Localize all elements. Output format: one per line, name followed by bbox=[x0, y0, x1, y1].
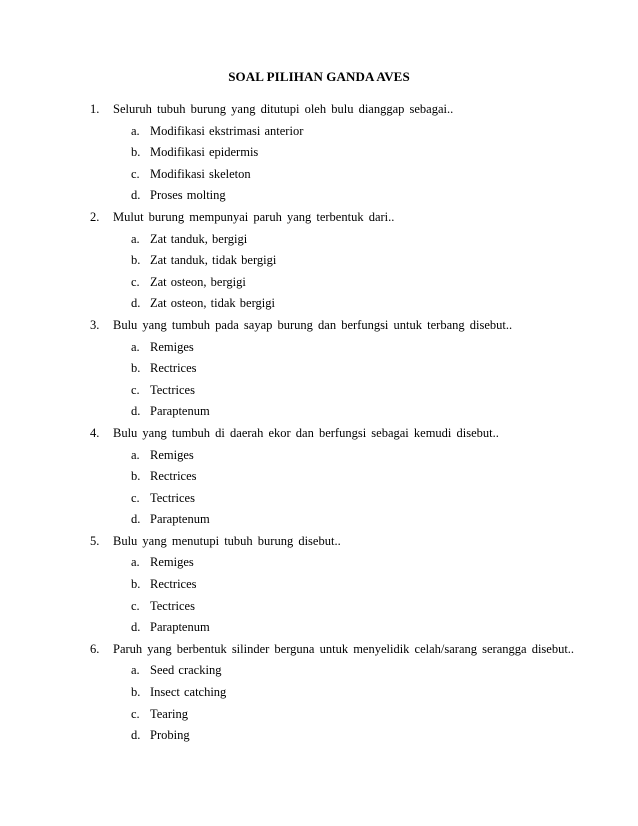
option-d bbox=[0, 293, 638, 315]
option-b bbox=[0, 682, 638, 704]
option-text: Tectrices bbox=[150, 490, 195, 505]
option-text: Tectrices bbox=[150, 382, 195, 397]
option-d bbox=[0, 725, 638, 747]
question-text: Paruh yang berbentuk silinder berguna untuk menyelidik celah/sarang serangga disebut.. bbox=[113, 641, 575, 656]
question-number: 2. bbox=[90, 209, 100, 224]
option-d bbox=[0, 185, 638, 207]
option-letter: c. bbox=[131, 490, 140, 505]
option-text: Probing bbox=[150, 728, 190, 743]
option-text: Paraptenum bbox=[150, 404, 210, 419]
option-text: Modifikasi epidermis bbox=[150, 145, 259, 160]
question-number: 6. bbox=[90, 641, 100, 656]
question-text: Mulut burung mempunyai paruh yang terbentuk dari.. bbox=[113, 209, 395, 224]
option-text: Zat osteon, tidak bergigi bbox=[150, 296, 275, 311]
option-text: Insect catching bbox=[150, 685, 227, 700]
option-text: Modifikasi ekstrimasi anterior bbox=[150, 123, 304, 138]
option-text: Modifikasi skeleton bbox=[150, 166, 251, 181]
option-text: Tectrices bbox=[150, 598, 195, 613]
option-text: Proses molting bbox=[150, 188, 226, 203]
question-4 bbox=[0, 423, 638, 531]
page-title: SOAL PILIHAN GANDA AVES bbox=[228, 69, 410, 84]
option-b bbox=[0, 574, 638, 596]
option-letter: c. bbox=[131, 166, 140, 181]
option-text: Remiges bbox=[150, 555, 194, 570]
option-letter: d. bbox=[131, 404, 141, 419]
option-letter: d. bbox=[131, 188, 141, 203]
option-text: Rectrices bbox=[150, 577, 197, 592]
option-letter: b. bbox=[131, 145, 141, 160]
option-letter: d. bbox=[131, 512, 141, 527]
option-d bbox=[0, 509, 638, 531]
option-c bbox=[0, 380, 638, 402]
option-b bbox=[0, 466, 638, 488]
option-b bbox=[0, 250, 638, 272]
option-c bbox=[0, 704, 638, 726]
question-number: 3. bbox=[90, 317, 100, 332]
question-2 bbox=[0, 207, 638, 315]
option-letter: d. bbox=[131, 728, 141, 743]
question-stem bbox=[0, 315, 638, 337]
option-text: Rectrices bbox=[150, 469, 197, 484]
question-5 bbox=[0, 531, 638, 639]
option-letter: b. bbox=[131, 577, 141, 592]
question-stem bbox=[0, 531, 638, 553]
question-stem bbox=[0, 99, 638, 121]
option-c bbox=[0, 164, 638, 186]
option-text: Paraptenum bbox=[150, 512, 210, 527]
question-stem bbox=[0, 207, 638, 229]
option-a bbox=[0, 445, 638, 467]
option-c bbox=[0, 596, 638, 618]
question-stem bbox=[0, 639, 638, 661]
question-text: Bulu yang tumbuh pada sayap burung dan berfungsi untuk terbang disebut.. bbox=[113, 317, 513, 332]
question-text: Seluruh tubuh burung yang ditutupi oleh bulu dianggap sebagai.. bbox=[113, 102, 454, 116]
option-letter: c. bbox=[131, 706, 140, 721]
option-a bbox=[0, 337, 638, 359]
option-letter: c. bbox=[131, 274, 140, 289]
option-letter: b. bbox=[131, 253, 141, 268]
question-text: Bulu yang tumbuh di daerah ekor dan berfungsi sebagai kemudi disebut.. bbox=[113, 425, 499, 440]
option-b bbox=[0, 358, 638, 380]
option-letter: d. bbox=[131, 296, 141, 311]
option-letter: c. bbox=[131, 382, 140, 397]
option-letter: a. bbox=[131, 663, 140, 678]
option-a bbox=[0, 660, 638, 682]
question-stem bbox=[0, 423, 638, 445]
option-d bbox=[0, 401, 638, 423]
option-letter: c. bbox=[131, 598, 140, 613]
option-text: Zat tanduk, tidak bergigi bbox=[150, 253, 277, 268]
option-a bbox=[0, 229, 638, 251]
question-1 bbox=[0, 99, 638, 207]
option-letter: a. bbox=[131, 555, 140, 570]
option-letter: a. bbox=[131, 231, 140, 246]
option-c bbox=[0, 272, 638, 294]
option-letter: a. bbox=[131, 339, 140, 354]
option-text: Paraptenum bbox=[150, 620, 210, 635]
question-number: 5. bbox=[90, 533, 100, 548]
option-text: Seed cracking bbox=[150, 663, 222, 678]
option-letter: b. bbox=[131, 685, 141, 700]
option-text: Zat osteon, bergigi bbox=[150, 274, 246, 289]
option-b bbox=[0, 142, 638, 164]
option-text: Remiges bbox=[150, 447, 194, 462]
option-text: Remiges bbox=[150, 339, 194, 354]
question-number: 4. bbox=[90, 425, 100, 440]
question-number: 1. bbox=[90, 102, 100, 116]
option-a bbox=[0, 552, 638, 574]
option-letter: a. bbox=[131, 447, 140, 462]
question-6 bbox=[0, 639, 638, 747]
option-letter: a. bbox=[131, 123, 140, 138]
option-text: Zat tanduk, bergigi bbox=[150, 231, 248, 246]
option-letter: b. bbox=[131, 469, 141, 484]
option-a bbox=[0, 121, 638, 143]
question-text: Bulu yang menutupi tubuh burung disebut.. bbox=[113, 533, 341, 548]
option-c bbox=[0, 488, 638, 510]
option-d bbox=[0, 617, 638, 639]
option-text: Tearing bbox=[150, 706, 188, 721]
option-letter: d. bbox=[131, 620, 141, 635]
option-text: Rectrices bbox=[150, 361, 197, 376]
question-3 bbox=[0, 315, 638, 423]
option-letter: b. bbox=[131, 361, 141, 376]
question-list bbox=[0, 99, 638, 747]
